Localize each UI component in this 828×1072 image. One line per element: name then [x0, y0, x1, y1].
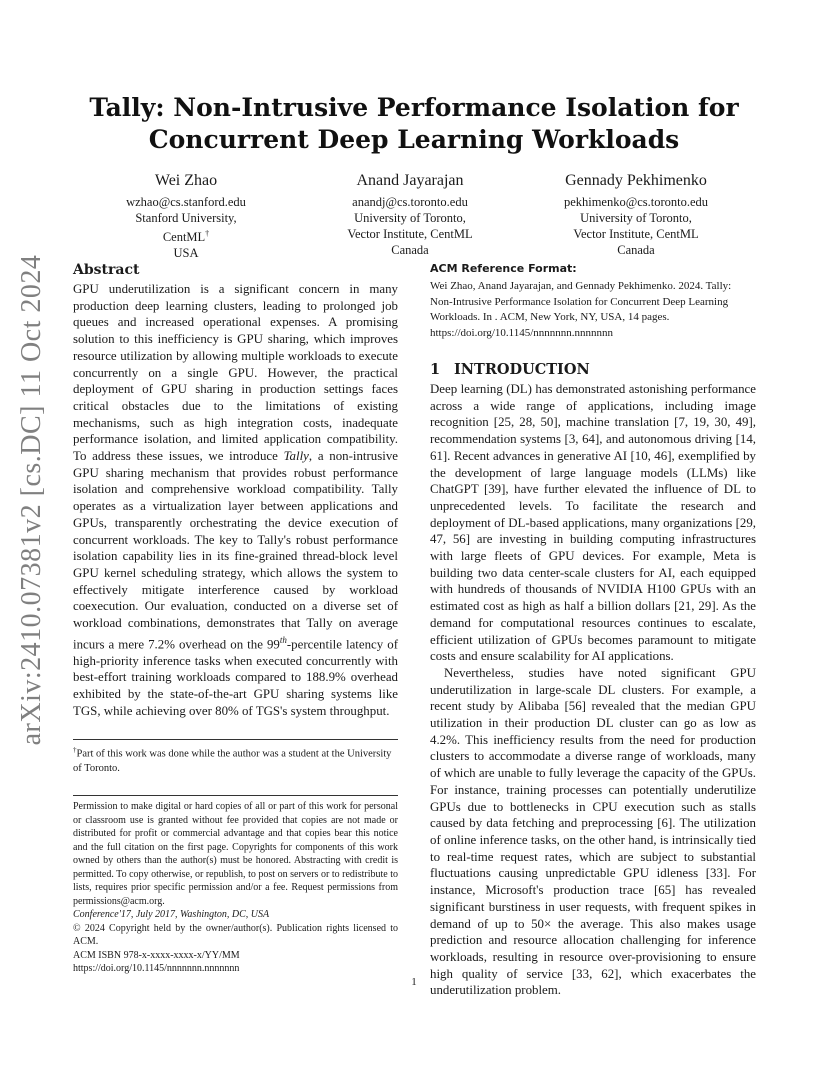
- author-country: Canada: [391, 243, 429, 257]
- doi-link[interactable]: https://doi.org/10.1145/nnnnnnn.nnnnnnn: [73, 963, 240, 974]
- system-name: Tally: [283, 449, 309, 464]
- intro-paragraph-2: Nevertheless, studies have noted significant GPU underutilization in large-scale DL clusters. For example, a recent study by Alibaba [56] revealed that the median GPU utilization in their production DL cluster can go as low as 4.2%. This inefficiency results from the need for production clusters to accommodate a diverse range of workloads, many of which are unable to fully leverage the capacity of the GPUs. For instance, training processes can potentially underutilize GPUs due to bottlenecks in CPU execution such as stalls caused by data fetching and preprocessing [6]. The utilization of online inference tasks, on the other hand, is intrinsically tied to real-time request rates, which are subject to substantial fluctuations causing unpredictable GPU idleness [33]. For instance, Microsoft's production trace [65] has revealed significant burstiness in user requests, with frequent spikes in demand of up to 50× the average. This also makes usage prediction and resource allocation challenging for inference workloads, resulting in resource over-provisioning to ensure high quality of service [33, 62], which exacerbates the underutilization problem.: [430, 665, 756, 998]
- section-title: INTRODUCTION: [454, 361, 590, 378]
- superscript: th: [279, 634, 287, 645]
- author-affiliation: Vector Institute, CentML: [347, 227, 473, 241]
- author-name: Wei Zhao: [154, 172, 218, 189]
- title-line-2: Concurrent Deep Learning Workloads: [148, 125, 680, 154]
- author-affiliation: Stanford University,: [135, 211, 237, 225]
- abstract-heading: Abstract: [73, 262, 140, 278]
- footnote: [73, 739, 398, 776]
- title-line-1: Tally: Non-Intrusive Performance Isolation for: [89, 93, 739, 122]
- section-number: 1: [430, 361, 441, 378]
- acm-reference-heading: ACM Reference Format:: [430, 262, 577, 275]
- permission-text: Permission to make digital or hard copies of all or part of this work for personal or classroom use is granted without fee provided that copies are not made or distributed for profit or commercial advantage and that copies bear this notice and the full citation on the first page. Copyrights for components of this work owned by others than the author(s) must be honored. Abstracting with credit is permitted. To copy otherwise, or republish, to post on servers or to redistribute to lists, requires prior specific permission and/or a fee. Request permissions from permissions@acm.org.: [73, 801, 398, 907]
- author-affiliation-text: CentML: [162, 230, 206, 245]
- left-column: [73, 262, 398, 720]
- abstract-text-part: GPU underutilization is a significant concern in many production deep learning clusters, leading to prolonged job queues and increased operational expenses. A promising solution to this inefficiency is GPU sharing, which improves resource utilization by allowing multiple workloads to execute concurrently on a single GPU. However, the practical deployment of GPU sharing in production settings faces critical obstacles due to the limitations of existing mechanisms, such as high integration costs, inadequate performance isolation, and limited application compatibility. To address these issues, we introduce: [73, 282, 398, 464]
- author-affiliation: University of Toronto,: [580, 211, 692, 225]
- footnote-mark: †: [73, 746, 77, 754]
- author-affiliation: University of Toronto,: [354, 211, 466, 225]
- abstract-text: [73, 281, 398, 720]
- intro-paragraph-1: Deep learning (DL) has demonstrated astonishing performance across a wide range of applications, including image recognition [25, 28, 50], machine translation [7, 19, 30, 49], recommendation systems [3, 64], and autonomous driving [14, 61]. Recent advances in generative AI [10, 46], exemplified by the development of large language models (LLMs) like ChatGPT [39], have further elevated the influence of DL to unprecedented levels. To facilitate the research and deployment of DL-based applications, many organizations [29, 47, 56] are investing in building computing infrastructures with large fleets of GPU devices. For example, Meta is building two data center-scale clusters for AI, each equipped with hundreds of thousands of NVIDIA H100 GPUs with an estimated cost as high as half a billion dollars [21, 29]. As the demand for computational resources continues to escalate, efficient utilization of GPUs becomes paramount to mitigate costs and ensure scalability for AI applications.: [430, 382, 756, 664]
- page-number: 1: [411, 976, 417, 988]
- author-block-2: [300, 170, 520, 258]
- author-name: Gennady Pekhimenko: [565, 172, 707, 189]
- acm-reference-text: Wei Zhao, Anand Jayarajan, and Gennady Pekhimenko. 2024. Tally: Non-Intrusive Performance Isolation for Concurrent Deep Learning Workloads. In . ACM, New York, NY, USA, 14 pages. https://doi.org/10.1145/nnnnnnn.nnnnnnn: [430, 280, 732, 339]
- author-email: pekhimenko@cs.toronto.edu: [563, 195, 709, 209]
- footnote-text: Part of this work was done while the author was a student at the University of Toronto.: [73, 748, 392, 774]
- author-country: USA: [173, 246, 199, 261]
- author-name: Anand Jayarajan: [356, 172, 464, 189]
- isbn: ACM ISBN 978-x-xxxx-xxxx-x/YY/MM: [73, 949, 240, 961]
- author-affiliation: [76, 226, 296, 245]
- author-email: wzhao@cs.stanford.edu: [126, 195, 246, 209]
- abstract-text-part: , a non-intrusive GPU sharing mechanism that provides robust performance isolation and comprehensive workload compatibility. Tally operates as a virtualization layer between applications and GPUs, transparently orchestrating the device execution of concurrent workloads. The key to Tally's robust performance isolation capability lies in its fine-grained thread-block level GPU kernel scheduling strategy, which allows the system to effectively mitigate interference caused by workload coexecution. Our evaluation, conducted on a diverse set of workload combinations, demonstrates that Tally on average incurs a mere 7.2% overhead on the 99: [73, 449, 398, 652]
- author-country: Canada: [617, 243, 655, 257]
- author-block-3: [526, 170, 746, 258]
- section-heading: [430, 361, 756, 378]
- arxiv-identifier-text: arXiv:2410.07381v2 [cs.DC] 11 Oct 2024: [16, 254, 47, 746]
- author-affiliation: Vector Institute, CentML: [573, 227, 699, 241]
- conference-info: Conference'17, July 2017, Washington, DC, USA: [73, 909, 270, 920]
- permission-block: [73, 795, 398, 976]
- footnote-mark: †: [205, 229, 210, 238]
- abstract-text-part: -percentile latency of high-priority inference tasks when executed concurrently with best-effort training workloads compared to 188.9% overhead exhibited by the state-of-the-art GPU sharing systems like TGS, while achieving over 80% of TGS's system throughput.: [73, 637, 398, 718]
- copyright-notice: © 2024 Copyright held by the owner/author(s). Publication rights licensed to ACM.: [73, 922, 398, 947]
- author-email: anandj@cs.toronto.edu: [352, 195, 468, 209]
- right-column: [430, 262, 756, 999]
- author-block-1: [76, 170, 296, 261]
- paper-title: [60, 92, 768, 156]
